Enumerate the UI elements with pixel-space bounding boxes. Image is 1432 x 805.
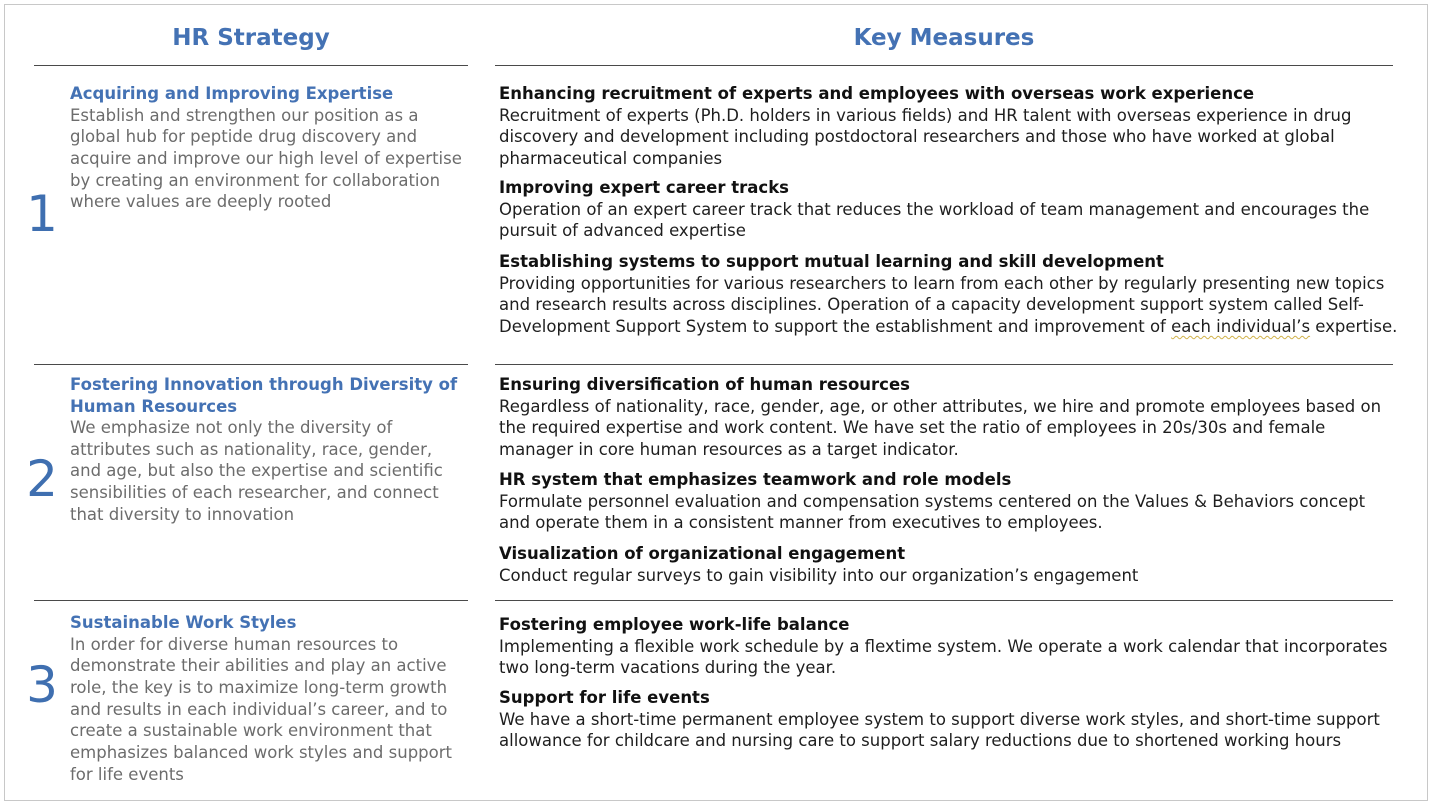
strategy-row-divider-2 — [34, 600, 468, 601]
measure-description: Regardless of nationality, race, gender, age, or other attributes, we hire and promote employees based on the required expertise and work content. We have set the ratio of employees in 20s/30s and female manager in core human resources as a target indicator. — [499, 396, 1382, 459]
measure-title: Enhancing recruitment of experts and employees with overseas work experience — [499, 84, 1255, 103]
measure-item — [499, 469, 1399, 534]
measure-title: Fostering employee work-life balance — [499, 615, 850, 634]
measure-item — [499, 687, 1399, 752]
row-number: 1 — [26, 185, 58, 243]
row-number: 2 — [26, 450, 58, 508]
measure-title: Improving expert career tracks — [499, 178, 789, 197]
measure-description: Conduct regular surveys to gain visibility into our organization’s engagement — [499, 565, 1139, 585]
strategy-description: Establish and strengthen our position as a global hub for peptide drug discovery and acquire and improve our high level of expertise by creating an environment for collaboration where values are deeply rooted — [70, 105, 462, 212]
strategy-title: Fostering Innovation through Diversity of Human Resources — [70, 375, 458, 416]
row-number: 3 — [26, 656, 58, 714]
strategy-header-rule — [34, 65, 468, 66]
measures-row-divider-1 — [495, 364, 1393, 365]
measure-title: Ensuring diversification of human resources — [499, 375, 910, 394]
measure-title: HR system that emphasizes teamwork and role models — [499, 470, 1012, 489]
measure-description: Formulate personnel evaluation and compensation systems centered on the Values & Behaviors concept and operate them in a consistent manner from executives to employees. — [499, 491, 1366, 533]
measure-title: Support for life events — [499, 688, 710, 707]
key-measures-header: Key Measures — [853, 25, 1035, 51]
measure-item — [499, 374, 1399, 461]
strategy-title: Sustainable Work Styles — [70, 613, 297, 632]
measures-row-divider-2 — [495, 600, 1393, 601]
measure-item — [499, 614, 1399, 679]
measure-description: Operation of an expert career track that reduces the workload of team management and encourages the pursuit of advanced expertise — [499, 199, 1370, 241]
strategy-row-divider-1 — [34, 364, 468, 365]
measure-item — [499, 543, 1399, 586]
strategy-block — [70, 374, 462, 526]
hr-strategy-header: HR Strategy — [172, 25, 330, 51]
measure-title: Establishing systems to support mutual learning and skill development — [499, 252, 1164, 271]
strategy-block — [70, 83, 462, 213]
measure-description: Recruitment of experts (Ph.D. holders in various fields) and HR talent with overseas experience in drug discovery and development including postdoctoral researchers and those who have worked at global pharmaceutical companies — [499, 105, 1352, 168]
measure-title: Visualization of organizational engagement — [499, 544, 906, 563]
spellcheck-flagged-text: each individual’s — [1171, 316, 1311, 336]
strategy-block — [70, 612, 462, 785]
measure-description: We have a short-time permanent employee system to support diverse work styles, and short-time support allowance for childcare and nursing care to support salary reductions due to shortened working hours — [499, 709, 1380, 751]
strategy-description: In order for diverse human resources to demonstrate their abilities and play an active role, the key is to maximize long-term growth and results in each individual’s career, and to create a sustainable work environment that emphasizes balanced work styles and support for life events — [70, 634, 452, 784]
measure-description-text: expertise. — [1310, 316, 1398, 336]
measure-item — [499, 83, 1399, 170]
measure-item — [499, 251, 1399, 338]
measure-description-text: Providing opportunities for various researchers to learn from each other by regularly presenting new topics and research results across disciplines. Operation of a capacity development support system called Self-Development Support System to support the establishment and improvement of — [499, 273, 1385, 336]
strategy-title: Acquiring and Improving Expertise — [70, 84, 394, 103]
measure-description: Implementing a flexible work schedule by a flextime system. We operate a work calendar that incorporates two long-term vacations during the year. — [499, 636, 1388, 678]
measure-description — [499, 273, 1399, 338]
measure-item — [499, 177, 1399, 242]
strategy-description: We emphasize not only the diversity of attributes such as nationality, race, gender, and age, but also the expertise and scientific sensibilities of each researcher, and connect that diversity to innovation — [70, 418, 443, 524]
measures-header-rule — [495, 65, 1393, 66]
